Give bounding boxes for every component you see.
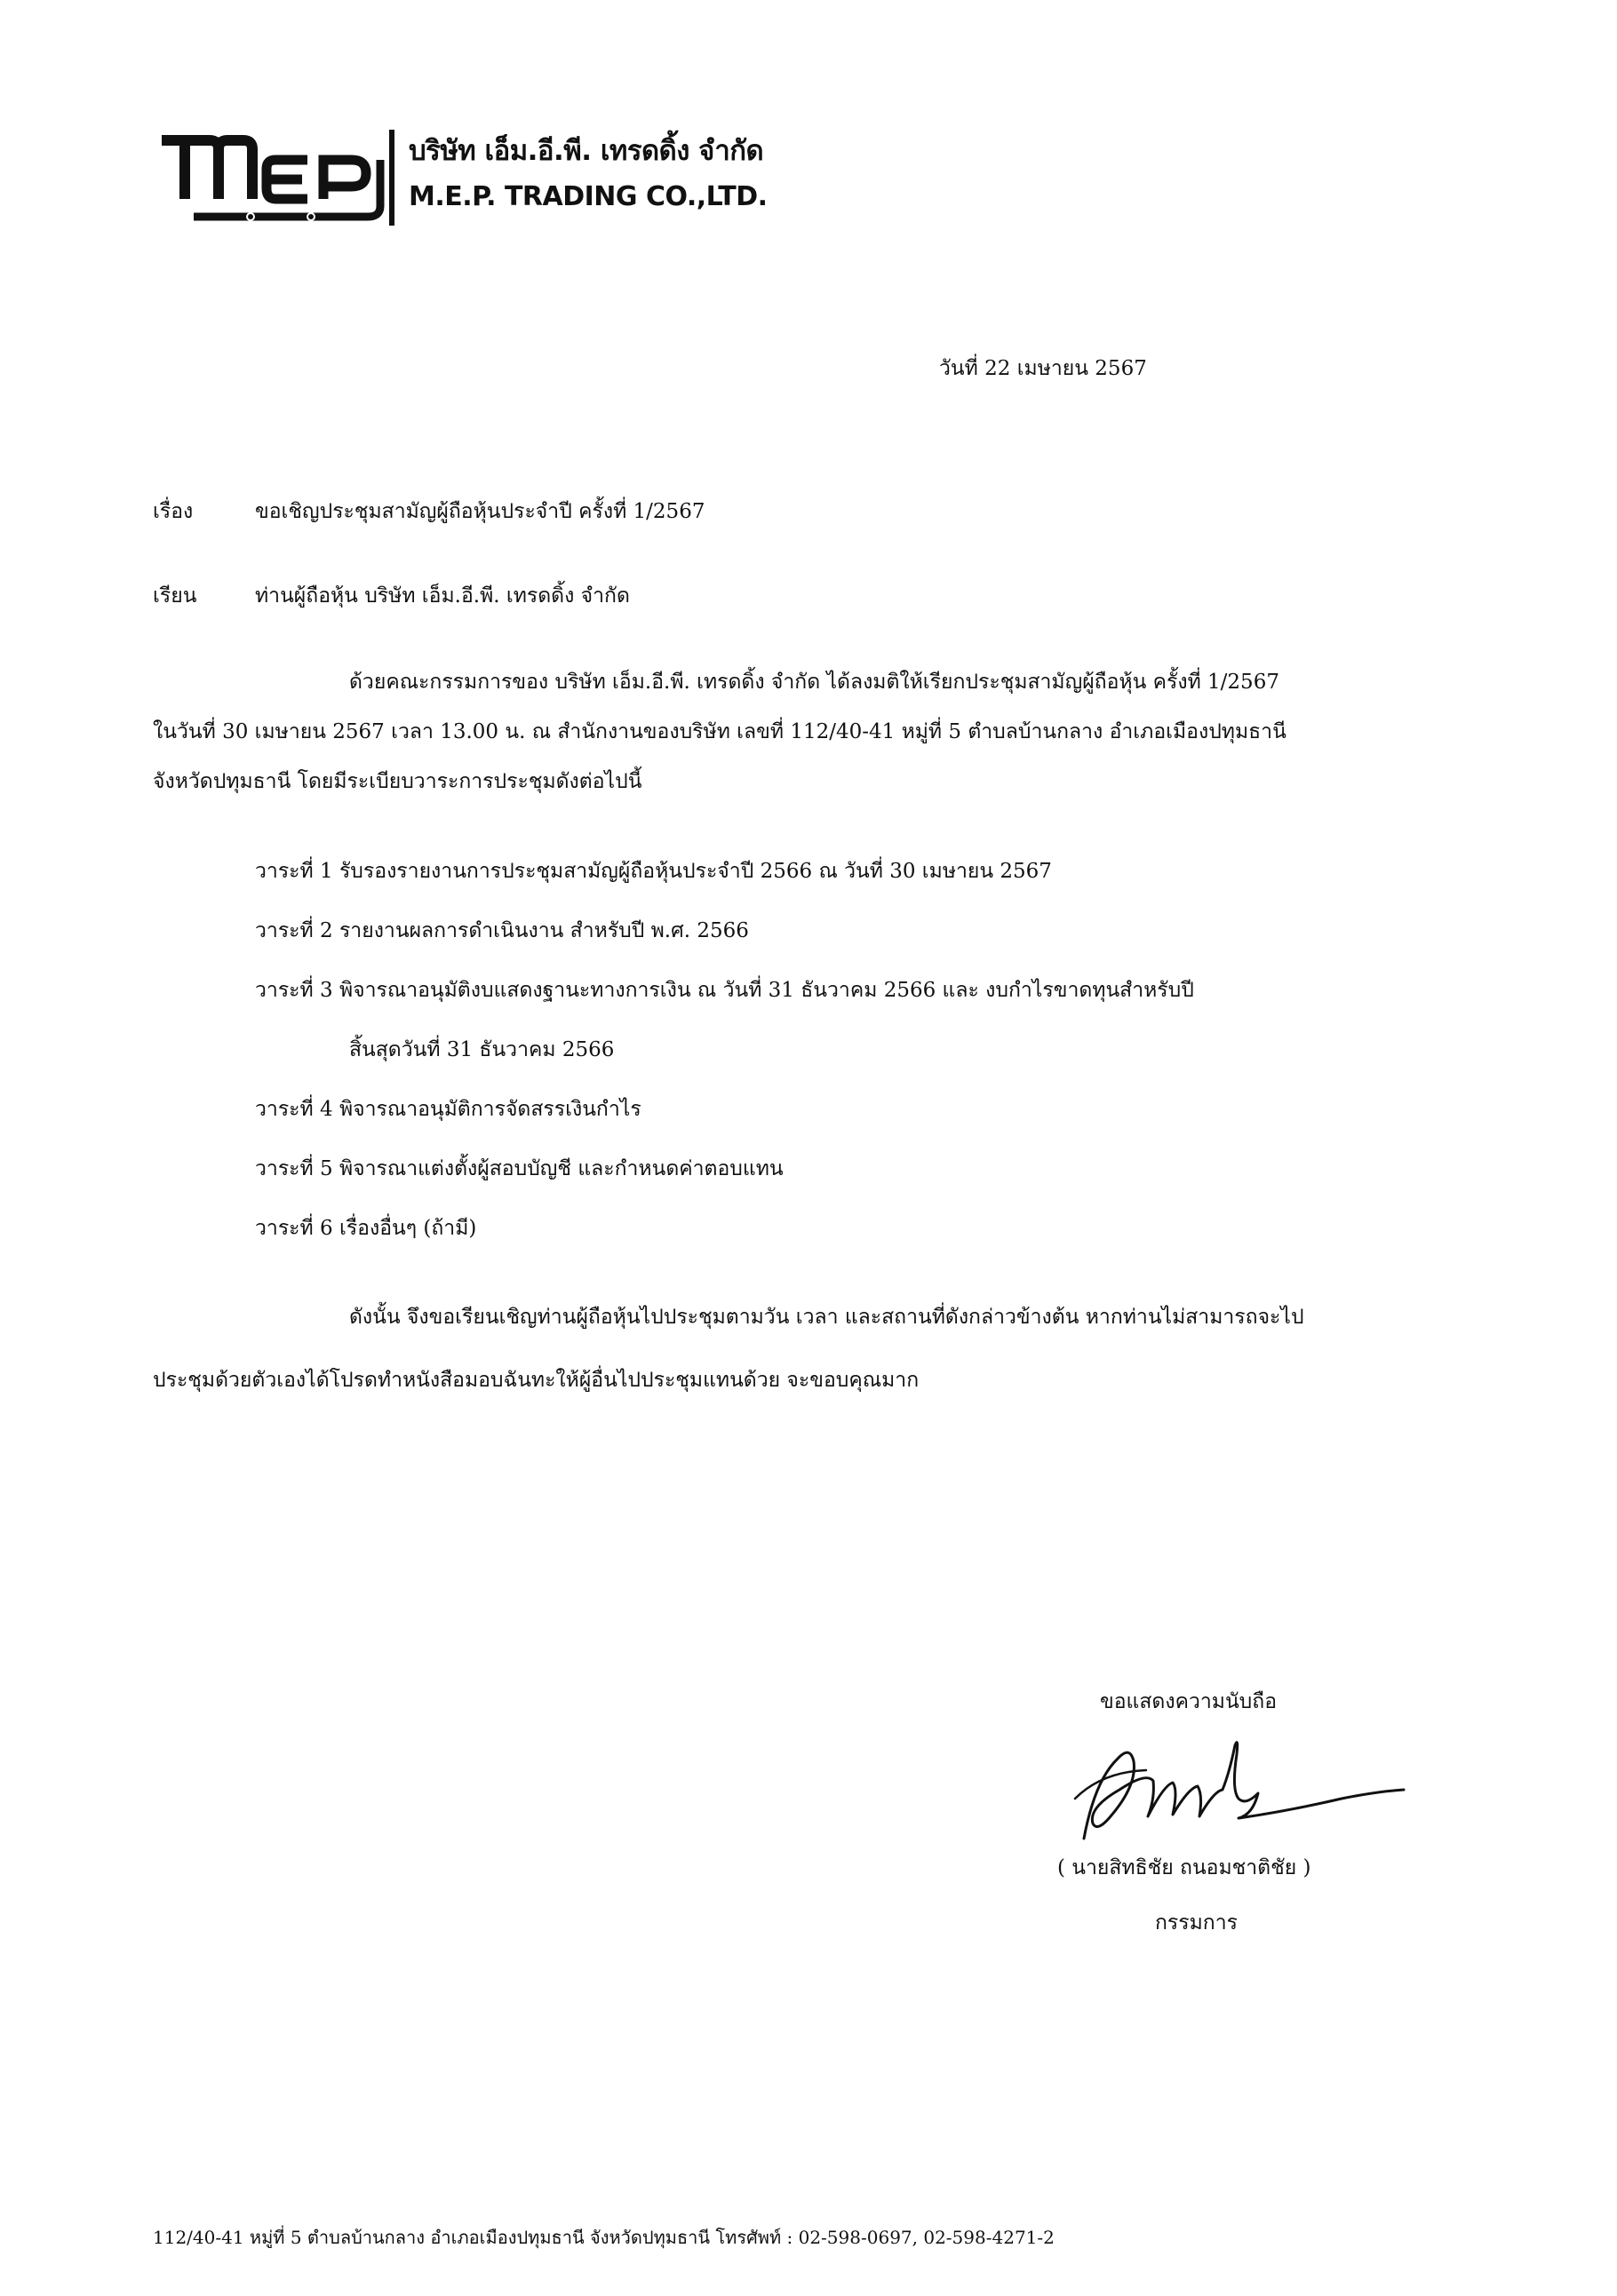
agenda-item: วาระที่ 1 รับรองรายงานการประชุมสามัญผู้ถือหุ้นประจำปี 2566 ณ วันที่ 30 เมษายน 2567: [255, 860, 1052, 883]
paragraph-line: ด้วยคณะกรรมการของ บริษัท เอ็ม.อี.พี. เทรดดิ้ง จำกัด ได้ลงมติให้เรียกประชุมสามัญผู้ถือหุ้น ครั้งที่ 1/2567: [349, 671, 1279, 694]
paragraph-line: ในวันที่ 30 เมษายน 2567 เวลา 13.00 น. ณ สำนักงานของบริษัท เลขที่ 112/40-41 หมู่ที่ 5 ตำบลบ้านกลาง อำเภอเมืองปทุมธานี: [153, 720, 1286, 743]
letterhead: [158, 124, 780, 231]
recipient-text: ท่านผู้ถือหุ้น บริษัท เอ็ม.อี.พี. เทรดดิ้ง จำกัด: [255, 584, 630, 608]
agenda-item: วาระที่ 6 เรื่องอื่นๆ (ถ้ามี): [255, 1217, 477, 1240]
subject-label: เรื่อง: [153, 500, 194, 523]
signer-name: ( นายสิทธิชัย ถนอมชาติชัย ): [1057, 1856, 1311, 1879]
paragraph-line: ประชุมด้วยตัวเองได้โปรดทำหนังสือมอบฉันทะให้ผู้อื่นไปประชุมแทนด้วย จะขอบคุณมาก: [153, 1369, 920, 1392]
footer-address: 112/40-41 หมู่ที่ 5 ตำบลบ้านกลาง อำเภอเมืองปทุมธานี จังหวัดปทุมธานี โทรศัพท์ : 02-598-0697, 02-598-4271-2: [153, 2227, 1055, 2248]
agenda-item: วาระที่ 4 พิจารณาอนุมัติการจัดสรรเงินกำไร: [255, 1098, 641, 1121]
agenda-item-continuation: สิ้นสุดวันที่ 31 ธันวาคม 2566: [349, 1038, 615, 1061]
paragraph-line: ดังนั้น จึงขอเรียนเชิญท่านผู้ถือหุ้นไปประชุมตามวัน เวลา และสถานที่ดังกล่าวข้างต้น หากท่านไม่สามารถจะไป: [349, 1306, 1304, 1329]
agenda-item: วาระที่ 3 พิจารณาอนุมัติงบแสดงฐานะทางการเงิน ณ วันที่ 31 ธันวาคม 2566 และ งบกำไรขาดทุนสำหรับปี: [255, 979, 1194, 1002]
company-name-english: M.E.P. TRADING CO.,LTD.: [409, 181, 768, 212]
company-logo: [158, 124, 385, 231]
subject-text: ขอเชิญประชุมสามัญผู้ถือหุ้นประจำปี ครั้งที่ 1/2567: [255, 500, 705, 523]
agenda-item: วาระที่ 5 พิจารณาแต่งตั้งผู้สอบบัญชี และกำหนดค่าตอบแทน: [255, 1157, 784, 1180]
signer-title: กรรมการ: [1155, 1911, 1238, 1935]
recipient-label: เรียน: [153, 584, 197, 608]
handwritten-signature: [1048, 1719, 1422, 1852]
logo-divider: [389, 130, 394, 226]
closing-text: ขอแสดงความนับถือ: [1100, 1690, 1278, 1713]
letter-date: วันที่ 22 เมษายน 2567: [939, 357, 1147, 380]
paragraph-line: จังหวัดปทุมธานี โดยมีระเบียบวาระการประชุมดังต่อไปนี้: [153, 770, 642, 793]
company-name-thai: บริษัท เอ็ม.อี.พี. เทรดดิ้ง จำกัด: [409, 135, 764, 167]
agenda-item: วาระที่ 2 รายงานผลการดำเนินงาน สำหรับปี พ.ศ. 2566: [255, 919, 749, 942]
